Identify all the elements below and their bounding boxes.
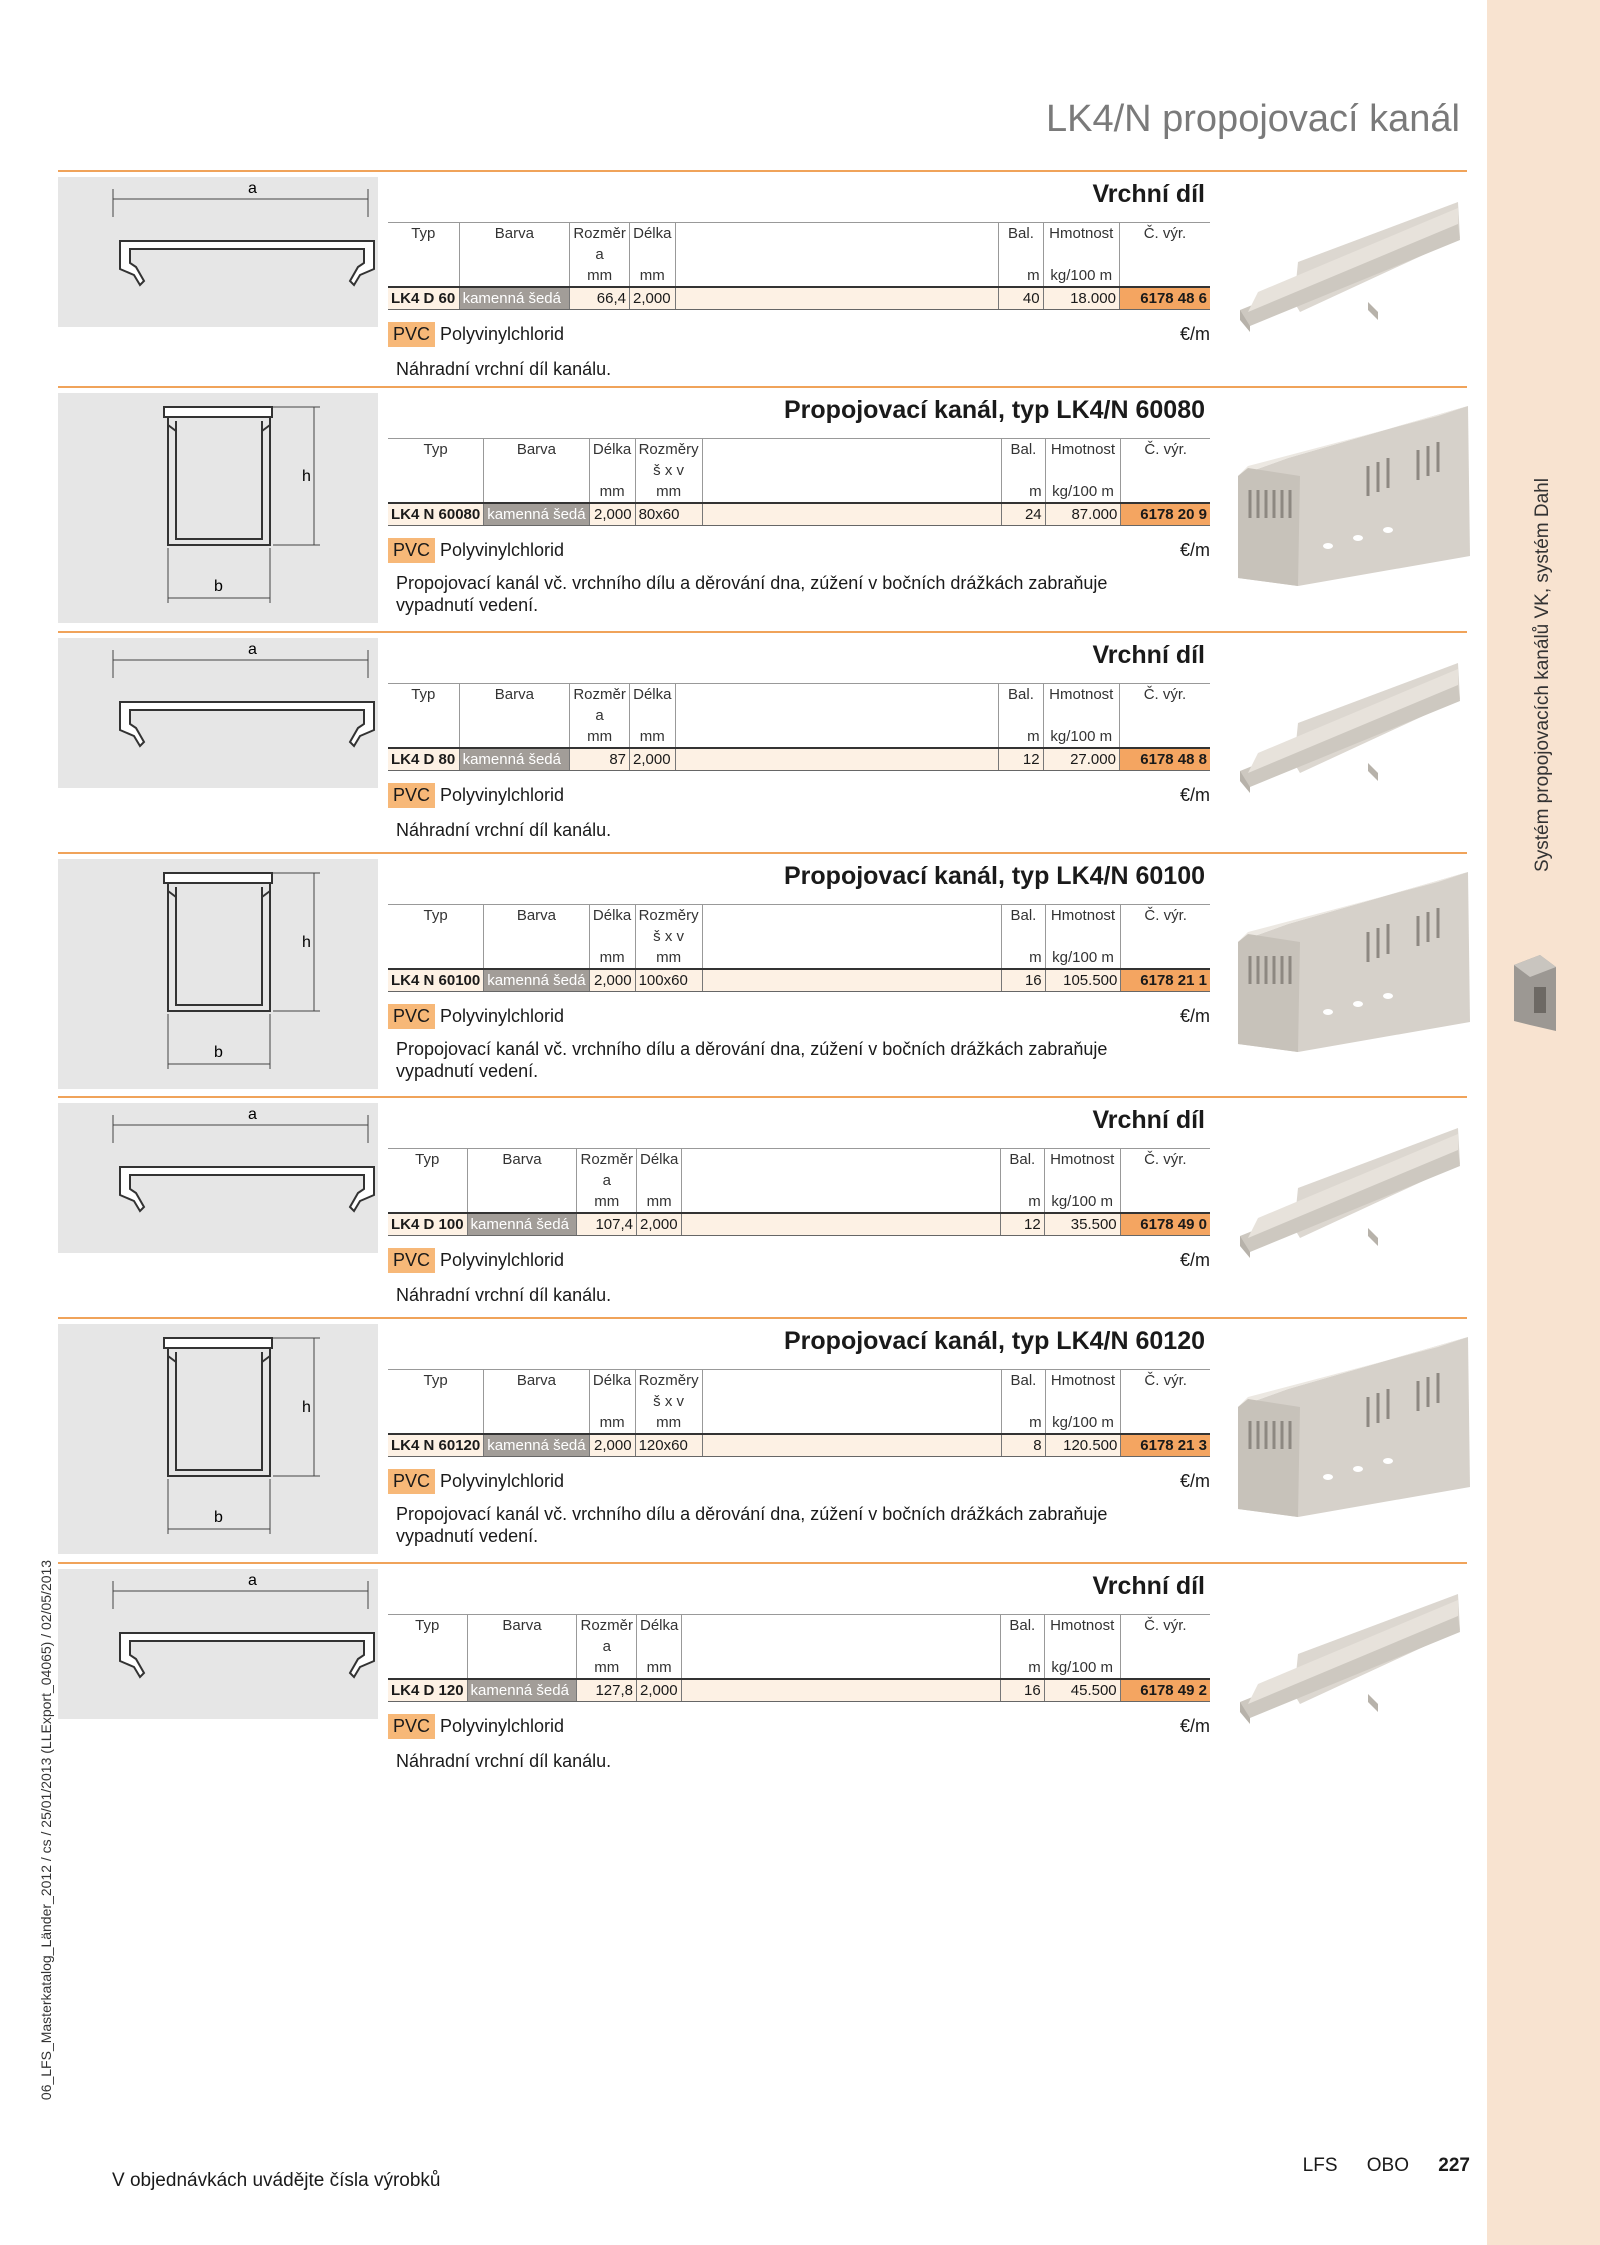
- unit-spacer: [702, 481, 1002, 503]
- price-unit: €/m: [1179, 1471, 1210, 1491]
- cell-spacer: [702, 969, 1002, 992]
- cell-value: 2,000: [630, 748, 676, 771]
- col-header: Hmotnost: [1043, 684, 1119, 727]
- spec-table: [388, 438, 1210, 526]
- table-row: [388, 1434, 1210, 1457]
- cell-pack: 16: [1000, 1679, 1044, 1702]
- col-header: Rozměr a: [570, 223, 630, 266]
- table-row: [388, 503, 1210, 526]
- unit: kg/100 m: [1043, 726, 1119, 748]
- dim-label-h: h: [302, 934, 311, 951]
- product-photo: [1238, 1128, 1478, 1273]
- cell-spacer: [675, 748, 999, 771]
- table-row: [388, 748, 1210, 771]
- unit: [1121, 947, 1210, 969]
- section-title: Propojovací kanál, typ LK4/N 60120: [784, 1327, 1205, 1355]
- price-unit: €/m: [1179, 540, 1210, 560]
- unit: mm: [637, 1191, 682, 1213]
- unit: mm: [589, 1412, 635, 1434]
- cell-spacer: [702, 1434, 1002, 1457]
- col-header: Barva: [484, 905, 589, 948]
- table-header-row: [388, 1615, 1210, 1658]
- col-header: Bal.: [999, 684, 1043, 727]
- table-units-row: [388, 265, 1210, 287]
- table-units-row: [388, 1191, 1210, 1213]
- material-row: [388, 1469, 1210, 1499]
- cell-color: kamenná šedá: [467, 1213, 577, 1236]
- col-header: Bal.: [1000, 1615, 1044, 1658]
- col-header: Typ: [415, 1617, 440, 1634]
- dim-label-a: a: [248, 1106, 257, 1123]
- material-badge: PVC: [388, 1248, 435, 1273]
- price-unit: €/m: [1179, 785, 1210, 805]
- cell-weight: 35.500: [1044, 1213, 1120, 1236]
- unit: [459, 265, 570, 287]
- col-header: Rozměry š x v: [635, 439, 702, 482]
- unit: [467, 1191, 577, 1213]
- cell-pack: 8: [1002, 1434, 1045, 1457]
- material-name: Polyvinylchlorid: [440, 324, 565, 344]
- unit: m: [1002, 947, 1045, 969]
- material-badge: PVC: [388, 1004, 435, 1029]
- table-header-row: [388, 905, 1210, 948]
- unit: [1121, 481, 1210, 503]
- cell-article-number: 6178 49 0: [1120, 1213, 1210, 1236]
- cell-color: kamenná šedá: [484, 969, 589, 992]
- cell-article-number: 6178 21 3: [1121, 1434, 1210, 1457]
- cell-value: 2,000: [589, 503, 635, 526]
- unit: [1120, 1191, 1210, 1213]
- cell-value: 107,4: [577, 1213, 637, 1236]
- technical-drawing: [58, 1103, 378, 1253]
- unit-spacer: [682, 1657, 1000, 1679]
- price-unit: €/m: [1179, 324, 1210, 344]
- col-header: Č. výr.: [1121, 905, 1210, 948]
- col-header: Typ: [415, 1151, 440, 1168]
- unit: mm: [630, 726, 676, 748]
- footer-note: V objednávkách uvádějte čísla výrobků: [112, 2170, 441, 2191]
- unit: kg/100 m: [1044, 1657, 1120, 1679]
- table-header-row: [388, 223, 1210, 266]
- cell-weight: 105.500: [1045, 969, 1121, 992]
- col-header: Barva: [467, 1149, 577, 1192]
- unit: mm: [577, 1657, 637, 1679]
- cell-color: kamenná šedá: [467, 1679, 577, 1702]
- cell-type: LK4 N 60100: [388, 969, 484, 992]
- col-header: Č. výr.: [1121, 439, 1210, 482]
- technical-drawing: [58, 859, 378, 1089]
- col-header: Barva: [467, 1615, 577, 1658]
- product-photo: [1238, 1594, 1478, 1739]
- dim-label-a: a: [248, 1572, 257, 1589]
- col-header: Č. výr.: [1119, 684, 1210, 727]
- unit-spacer: [702, 1412, 1002, 1434]
- col-header: Č. výr.: [1119, 223, 1210, 266]
- unit: mm: [635, 947, 702, 969]
- col-header: Rozměry š x v: [635, 905, 702, 948]
- col-header: Barva: [484, 439, 589, 482]
- col-header: Č. výr.: [1120, 1149, 1210, 1192]
- material-row: [388, 1248, 1210, 1278]
- col-header: Délka: [589, 905, 635, 948]
- table-units-row: [388, 947, 1210, 969]
- unit: [1120, 1657, 1210, 1679]
- sidebar-text: Systém propojovacích kanálů VK, systém Dahl: [1532, 478, 1553, 872]
- material-name: Polyvinylchlorid: [440, 1471, 565, 1491]
- col-header: Délka: [630, 684, 676, 727]
- cell-value: 2,000: [589, 1434, 635, 1457]
- cell-article-number: 6178 49 2: [1120, 1679, 1210, 1702]
- unit-spacer: [702, 947, 1002, 969]
- cell-type: LK4 N 60120: [388, 1434, 484, 1457]
- description: Náhradní vrchní díl kanálu.: [396, 1285, 612, 1305]
- cell-article-number: 6178 20 9: [1121, 503, 1210, 526]
- section-title: Propojovací kanál, typ LK4/N 60100: [784, 862, 1205, 890]
- material-name: Polyvinylchlorid: [440, 1250, 565, 1270]
- col-header: Hmotnost: [1043, 223, 1119, 266]
- product-section: [58, 631, 1467, 854]
- cell-spacer: [682, 1213, 1000, 1236]
- footer-brands: [1279, 2155, 1470, 2177]
- cell-article-number: 6178 48 6: [1119, 287, 1210, 310]
- header-spacer: [702, 439, 1002, 482]
- material-row: [388, 1714, 1210, 1744]
- col-header: Rozměr a: [577, 1615, 637, 1658]
- cell-pack: 12: [1000, 1213, 1044, 1236]
- cell-value: 127,8: [577, 1679, 637, 1702]
- product-section: [58, 1562, 1467, 1771]
- unit: [484, 947, 589, 969]
- unit-spacer: [682, 1191, 1000, 1213]
- cell-type: LK4 N 60080: [388, 503, 484, 526]
- col-header: Hmotnost: [1044, 1149, 1120, 1192]
- col-header: Č. výr.: [1120, 1615, 1210, 1658]
- cell-weight: 120.500: [1045, 1434, 1121, 1457]
- unit: [484, 481, 589, 503]
- unit: mm: [577, 1191, 637, 1213]
- unit: kg/100 m: [1044, 1191, 1120, 1213]
- spec-table: [388, 1369, 1210, 1457]
- dim-label-b: b: [214, 1509, 223, 1526]
- product-photo: [1238, 406, 1478, 591]
- table-header-row: [388, 1370, 1210, 1413]
- unit: mm: [635, 481, 702, 503]
- unit: mm: [630, 265, 676, 287]
- cell-type: LK4 D 100: [388, 1213, 467, 1236]
- col-header: Barva: [459, 223, 570, 266]
- description: Náhradní vrchní díl kanálu.: [396, 1751, 612, 1771]
- header-spacer: [702, 1370, 1002, 1413]
- cell-weight: 87.000: [1045, 503, 1121, 526]
- unit: [484, 1412, 589, 1434]
- price-unit: €/m: [1179, 1250, 1210, 1270]
- cell-color: kamenná šedá: [459, 287, 570, 310]
- unit: [388, 265, 459, 287]
- sidebar: [1487, 0, 1600, 2245]
- col-header: Bal.: [1000, 1149, 1044, 1192]
- unit: m: [1000, 1657, 1044, 1679]
- table-header-row: [388, 439, 1210, 482]
- description: Propojovací kanál vč. vrchního dílu a děrování dna, zúžení v bočních drážkách zabraňuje vypadnutí vedení.: [396, 1039, 1108, 1081]
- col-header: Bal.: [1002, 439, 1045, 482]
- product-section: [58, 170, 1467, 388]
- material-row: [388, 322, 1210, 352]
- cell-weight: 45.500: [1044, 1679, 1120, 1702]
- col-header: Typ: [411, 225, 436, 242]
- header-spacer: [675, 223, 999, 266]
- table-row: [388, 1213, 1210, 1236]
- unit: m: [1002, 481, 1045, 503]
- col-header: Délka: [589, 1370, 635, 1413]
- material-name: Polyvinylchlorid: [440, 1006, 565, 1026]
- dim-label-h: h: [302, 468, 311, 485]
- technical-drawing: [58, 1324, 378, 1554]
- section-title: Vrchní díl: [1092, 180, 1205, 208]
- col-header: Hmotnost: [1044, 1615, 1120, 1658]
- dim-label-a: a: [248, 641, 257, 658]
- col-header: Barva: [484, 1370, 589, 1413]
- unit: [388, 1657, 467, 1679]
- col-header: Typ: [423, 907, 448, 924]
- header-spacer: [682, 1149, 1000, 1192]
- footer-brand-obo: OBO: [1366, 2155, 1410, 2176]
- col-header: Délka: [637, 1615, 682, 1658]
- table-header-row: [388, 684, 1210, 727]
- material-badge: PVC: [388, 783, 435, 808]
- product-section: [58, 1096, 1467, 1319]
- col-header: Typ: [423, 441, 448, 458]
- page-title: LK4/N propojovací kanál: [1045, 98, 1460, 140]
- cell-color: kamenná šedá: [484, 1434, 589, 1457]
- cell-value: 2,000: [589, 969, 635, 992]
- unit: [1121, 1412, 1210, 1434]
- unit: [467, 1657, 577, 1679]
- table-row: [388, 287, 1210, 310]
- cell-value: 100x60: [635, 969, 702, 992]
- unit-spacer: [675, 726, 999, 748]
- cell-value: 87: [570, 748, 630, 771]
- col-header: Délka: [589, 439, 635, 482]
- unit: [388, 947, 484, 969]
- table-units-row: [388, 481, 1210, 503]
- unit: m: [999, 726, 1043, 748]
- unit: m: [1002, 1412, 1045, 1434]
- unit: [459, 726, 570, 748]
- col-header: Rozměr a: [570, 684, 630, 727]
- cell-spacer: [675, 287, 999, 310]
- col-header: Rozměry š x v: [635, 1370, 702, 1413]
- description: Propojovací kanál vč. vrchního dílu a děrování dna, zúžení v bočních drážkách zabraňuje vypadnutí vedení.: [396, 1504, 1108, 1546]
- unit: kg/100 m: [1045, 1412, 1121, 1434]
- left-margin-text: 06_LFS_Masterkatalog_Länder_2012 / cs / 25/01/2013 (LLExport_04065) / 02/05/2013: [38, 1559, 54, 2101]
- cell-pack: 40: [999, 287, 1043, 310]
- cell-type: LK4 D 60: [388, 287, 459, 310]
- cell-pack: 24: [1002, 503, 1045, 526]
- spec-table: [388, 1148, 1210, 1236]
- col-header: Č. výr.: [1121, 1370, 1210, 1413]
- product-section: [58, 852, 1467, 1098]
- table-row: [388, 1679, 1210, 1702]
- table-units-row: [388, 726, 1210, 748]
- unit: m: [999, 265, 1043, 287]
- unit-spacer: [675, 265, 999, 287]
- col-header: Délka: [630, 223, 676, 266]
- material-badge: PVC: [388, 538, 435, 563]
- cell-spacer: [682, 1679, 1000, 1702]
- product-photo: [1238, 202, 1478, 347]
- dim-label-a: a: [248, 180, 257, 197]
- table-units-row: [388, 1657, 1210, 1679]
- unit: kg/100 m: [1045, 481, 1121, 503]
- footer-brand-lfs: LFS: [1302, 2155, 1338, 2176]
- unit: [388, 481, 484, 503]
- product-section: [58, 1317, 1467, 1564]
- unit: mm: [637, 1657, 682, 1679]
- price-unit: €/m: [1179, 1006, 1210, 1026]
- price-unit: €/m: [1179, 1716, 1210, 1736]
- dim-label-b: b: [214, 578, 223, 595]
- unit: mm: [635, 1412, 702, 1434]
- unit: mm: [570, 726, 630, 748]
- technical-drawing: [58, 638, 378, 788]
- material-name: Polyvinylchlorid: [440, 785, 565, 805]
- description: Náhradní vrchní díl kanálu.: [396, 359, 612, 379]
- col-header: Typ: [411, 686, 436, 703]
- section-title: Vrchní díl: [1092, 1572, 1205, 1600]
- cell-value: 2,000: [637, 1213, 682, 1236]
- material-row: [388, 1004, 1210, 1034]
- section-title: Vrchní díl: [1092, 1106, 1205, 1134]
- section-title: Propojovací kanál, typ LK4/N 60080: [784, 396, 1205, 424]
- col-header: Rozměr a: [577, 1149, 637, 1192]
- cell-type: LK4 D 80: [388, 748, 459, 771]
- col-header: Typ: [423, 1372, 448, 1389]
- description: Propojovací kanál vč. vrchního dílu a děrování dna, zúžení v bočních drážkách zabraňuje vypadnutí vedení.: [396, 573, 1108, 615]
- material-row: [388, 783, 1210, 813]
- unit: mm: [589, 481, 635, 503]
- cell-weight: 27.000: [1043, 748, 1119, 771]
- cell-spacer: [702, 503, 1002, 526]
- cell-value: 2,000: [637, 1679, 682, 1702]
- unit: kg/100 m: [1043, 265, 1119, 287]
- table-units-row: [388, 1412, 1210, 1434]
- spec-table: [388, 222, 1210, 310]
- material-row: [388, 538, 1210, 568]
- material-badge: PVC: [388, 1469, 435, 1494]
- unit: mm: [570, 265, 630, 287]
- page-number: 227: [1438, 2155, 1470, 2176]
- material-name: Polyvinylchlorid: [440, 1716, 565, 1736]
- product-photo: [1238, 1337, 1478, 1522]
- cell-pack: 12: [999, 748, 1043, 771]
- cell-color: kamenná šedá: [459, 748, 570, 771]
- spec-table: [388, 683, 1210, 771]
- col-header: Hmotnost: [1045, 439, 1121, 482]
- spec-table: [388, 1614, 1210, 1702]
- header-spacer: [675, 684, 999, 727]
- description: Náhradní vrchní díl kanálu.: [396, 820, 612, 840]
- dim-label-h: h: [302, 1399, 311, 1416]
- unit: [388, 726, 459, 748]
- unit: [1119, 265, 1210, 287]
- unit: mm: [589, 947, 635, 969]
- cell-weight: 18.000: [1043, 287, 1119, 310]
- cell-color: kamenná šedá: [484, 503, 589, 526]
- col-header: Bal.: [1002, 905, 1045, 948]
- unit: m: [1000, 1191, 1044, 1213]
- col-header: Délka: [637, 1149, 682, 1192]
- technical-drawing: [58, 177, 378, 327]
- col-header: Barva: [459, 684, 570, 727]
- section-title: Vrchní díl: [1092, 641, 1205, 669]
- cell-type: LK4 D 120: [388, 1679, 467, 1702]
- unit: kg/100 m: [1045, 947, 1121, 969]
- technical-drawing: [58, 393, 378, 623]
- cell-pack: 16: [1002, 969, 1045, 992]
- spec-table: [388, 904, 1210, 992]
- dim-label-b: b: [214, 1044, 223, 1061]
- table-row: [388, 969, 1210, 992]
- col-header: Bal.: [999, 223, 1043, 266]
- unit: [388, 1412, 484, 1434]
- unit: [388, 1191, 467, 1213]
- product-photo: [1238, 663, 1478, 808]
- cell-value: 66,4: [570, 287, 630, 310]
- cell-value: 120x60: [635, 1434, 702, 1457]
- technical-drawing: [58, 1569, 378, 1719]
- product-photo: [1238, 872, 1478, 1057]
- col-header: Hmotnost: [1045, 1370, 1121, 1413]
- cell-value: 2,000: [630, 287, 676, 310]
- cell-value: 80x60: [635, 503, 702, 526]
- col-header: Hmotnost: [1045, 905, 1121, 948]
- channel-icon: [1510, 955, 1558, 1033]
- material-name: Polyvinylchlorid: [440, 540, 565, 560]
- header-spacer: [702, 905, 1002, 948]
- product-section: [58, 386, 1467, 633]
- material-badge: PVC: [388, 322, 435, 347]
- cell-article-number: 6178 48 8: [1119, 748, 1210, 771]
- col-header: Bal.: [1002, 1370, 1045, 1413]
- cell-article-number: 6178 21 1: [1121, 969, 1210, 992]
- unit: [1119, 726, 1210, 748]
- header-spacer: [682, 1615, 1000, 1658]
- table-header-row: [388, 1149, 1210, 1192]
- material-badge: PVC: [388, 1714, 435, 1739]
